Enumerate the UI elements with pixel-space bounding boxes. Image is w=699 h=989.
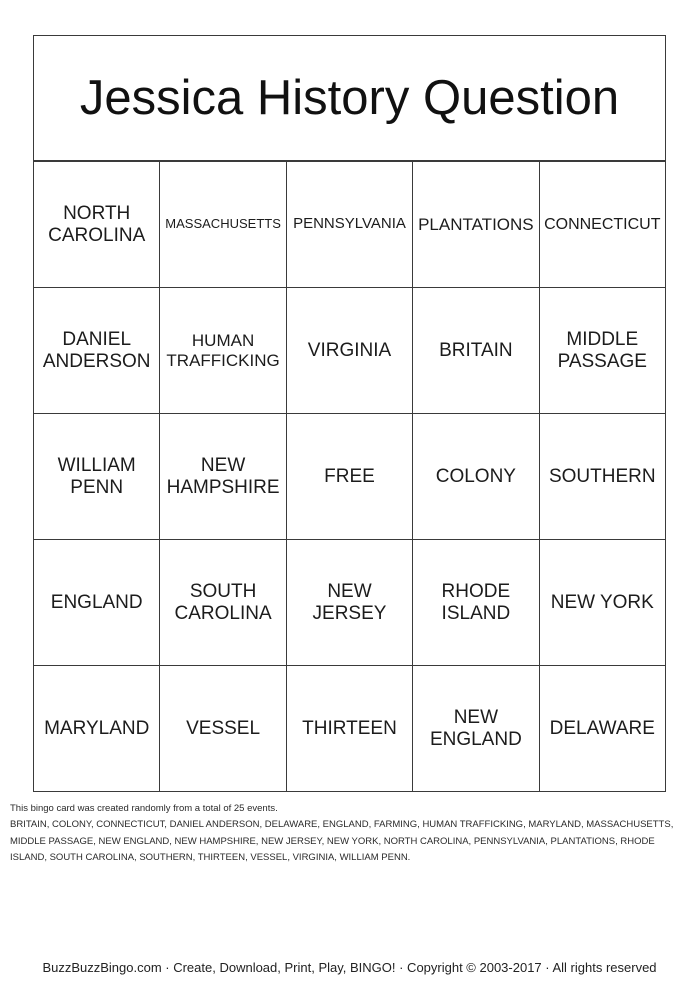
bingo-cell[interactable]	[286, 162, 412, 288]
bingo-cell[interactable]	[539, 666, 665, 792]
bingo-card	[33, 35, 666, 792]
bingo-cell[interactable]	[34, 288, 160, 414]
bingo-cell[interactable]	[160, 666, 286, 792]
bingo-cell[interactable]	[34, 666, 160, 792]
bingo-cell-label: NEW YORK	[550, 591, 654, 613]
bingo-row	[34, 666, 666, 792]
events-list: BRITAIN, COLONY, CONNECTICUT, DANIEL ANDERSON, DELAWARE, ENGLAND, FARMING, HUMAN TRAFFICKING, MARYLAND, MASSACHUSETTS, MIDDLE PASSAGE, NEW ENGLAND, NEW HAMPSHIRE, NEW JERSEY, NEW YORK, NORTH CAROLINA, PENNSYLVANIA, PLANTATIONS, RHODE ISLAND, SOUTH CAROLINA, SOUTHERN, THIRTEEN, VESSEL, VIRGINIA, WILLIAM PENN.	[10, 819, 674, 863]
creation-note: This bingo card was created randomly from a total of 25 events.	[10, 803, 278, 814]
bingo-cell-label: MARYLAND	[44, 717, 150, 739]
bingo-cell-label: RHODE ISLAND	[441, 581, 511, 624]
bingo-cell-label: MIDDLE PASSAGE	[557, 329, 647, 372]
bingo-cell-label: NEW JERSEY	[312, 581, 387, 624]
bingo-cell-label: VIRGINIA	[307, 339, 392, 361]
bingo-cell[interactable]	[160, 288, 286, 414]
bingo-cell-label: ENGLAND	[50, 591, 143, 613]
bingo-cell[interactable]	[34, 540, 160, 666]
bingo-cell-label: PENNSYLVANIA	[293, 215, 406, 233]
card-title-box	[33, 35, 666, 161]
bingo-row	[34, 540, 666, 666]
bingo-cell-label: SOUTHERN	[548, 465, 656, 487]
bingo-cell-label: DANIEL ANDERSON	[42, 329, 151, 372]
bingo-cell[interactable]	[286, 414, 412, 540]
bingo-cell[interactable]	[413, 288, 539, 414]
bingo-cell-label: BRITAIN	[439, 339, 513, 361]
bingo-cell[interactable]	[413, 162, 539, 288]
bingo-cell[interactable]	[539, 414, 665, 540]
bingo-cell-label: COLONY	[435, 465, 516, 487]
bingo-cell[interactable]	[413, 540, 539, 666]
bingo-grid	[33, 161, 666, 792]
bingo-row	[34, 288, 666, 414]
bingo-row	[34, 414, 666, 540]
bingo-cell-label: NORTH CAROLINA	[48, 203, 146, 246]
bingo-cell[interactable]	[413, 414, 539, 540]
bingo-cell[interactable]	[160, 162, 286, 288]
bingo-cell-label: CONNECTICUT	[544, 215, 661, 233]
card-notes	[10, 801, 692, 866]
bingo-cell-label: NEW HAMPSHIRE	[166, 455, 280, 498]
bingo-cell-label: VESSEL	[186, 717, 261, 739]
bingo-cell[interactable]	[160, 414, 286, 540]
bingo-cell[interactable]	[286, 540, 412, 666]
bingo-cell[interactable]	[539, 540, 665, 666]
bingo-cell[interactable]	[34, 162, 160, 288]
bingo-cell-label: NEW ENGLAND	[429, 707, 522, 750]
bingo-cell[interactable]	[539, 288, 665, 414]
bingo-cell[interactable]	[34, 414, 160, 540]
bingo-cell-label: WILLIAM PENN	[57, 455, 136, 498]
bingo-cell-label: PLANTATIONS	[418, 214, 534, 234]
bingo-cell-label: SOUTH CAROLINA	[174, 581, 272, 624]
bingo-cell-label: FREE	[324, 465, 375, 487]
bingo-cell-label: THIRTEEN	[302, 717, 397, 739]
bingo-cell[interactable]	[539, 162, 665, 288]
bingo-cell-label: MASSACHUSETTS	[165, 216, 281, 232]
bingo-cell[interactable]	[160, 540, 286, 666]
card-title: Jessica History Question	[79, 71, 620, 125]
bingo-cell-label: DELAWARE	[549, 717, 655, 739]
bingo-cell-label: HUMAN TRAFFICKING	[166, 331, 280, 370]
bingo-row	[34, 162, 666, 288]
site-footer: BuzzBuzzBingo.com · Create, Download, Print, Play, BINGO! · Copyright © 2003-2017 · All rights reserved	[42, 960, 657, 975]
bingo-cell[interactable]	[413, 666, 539, 792]
bingo-cell[interactable]	[286, 666, 412, 792]
bingo-cell[interactable]	[286, 288, 412, 414]
